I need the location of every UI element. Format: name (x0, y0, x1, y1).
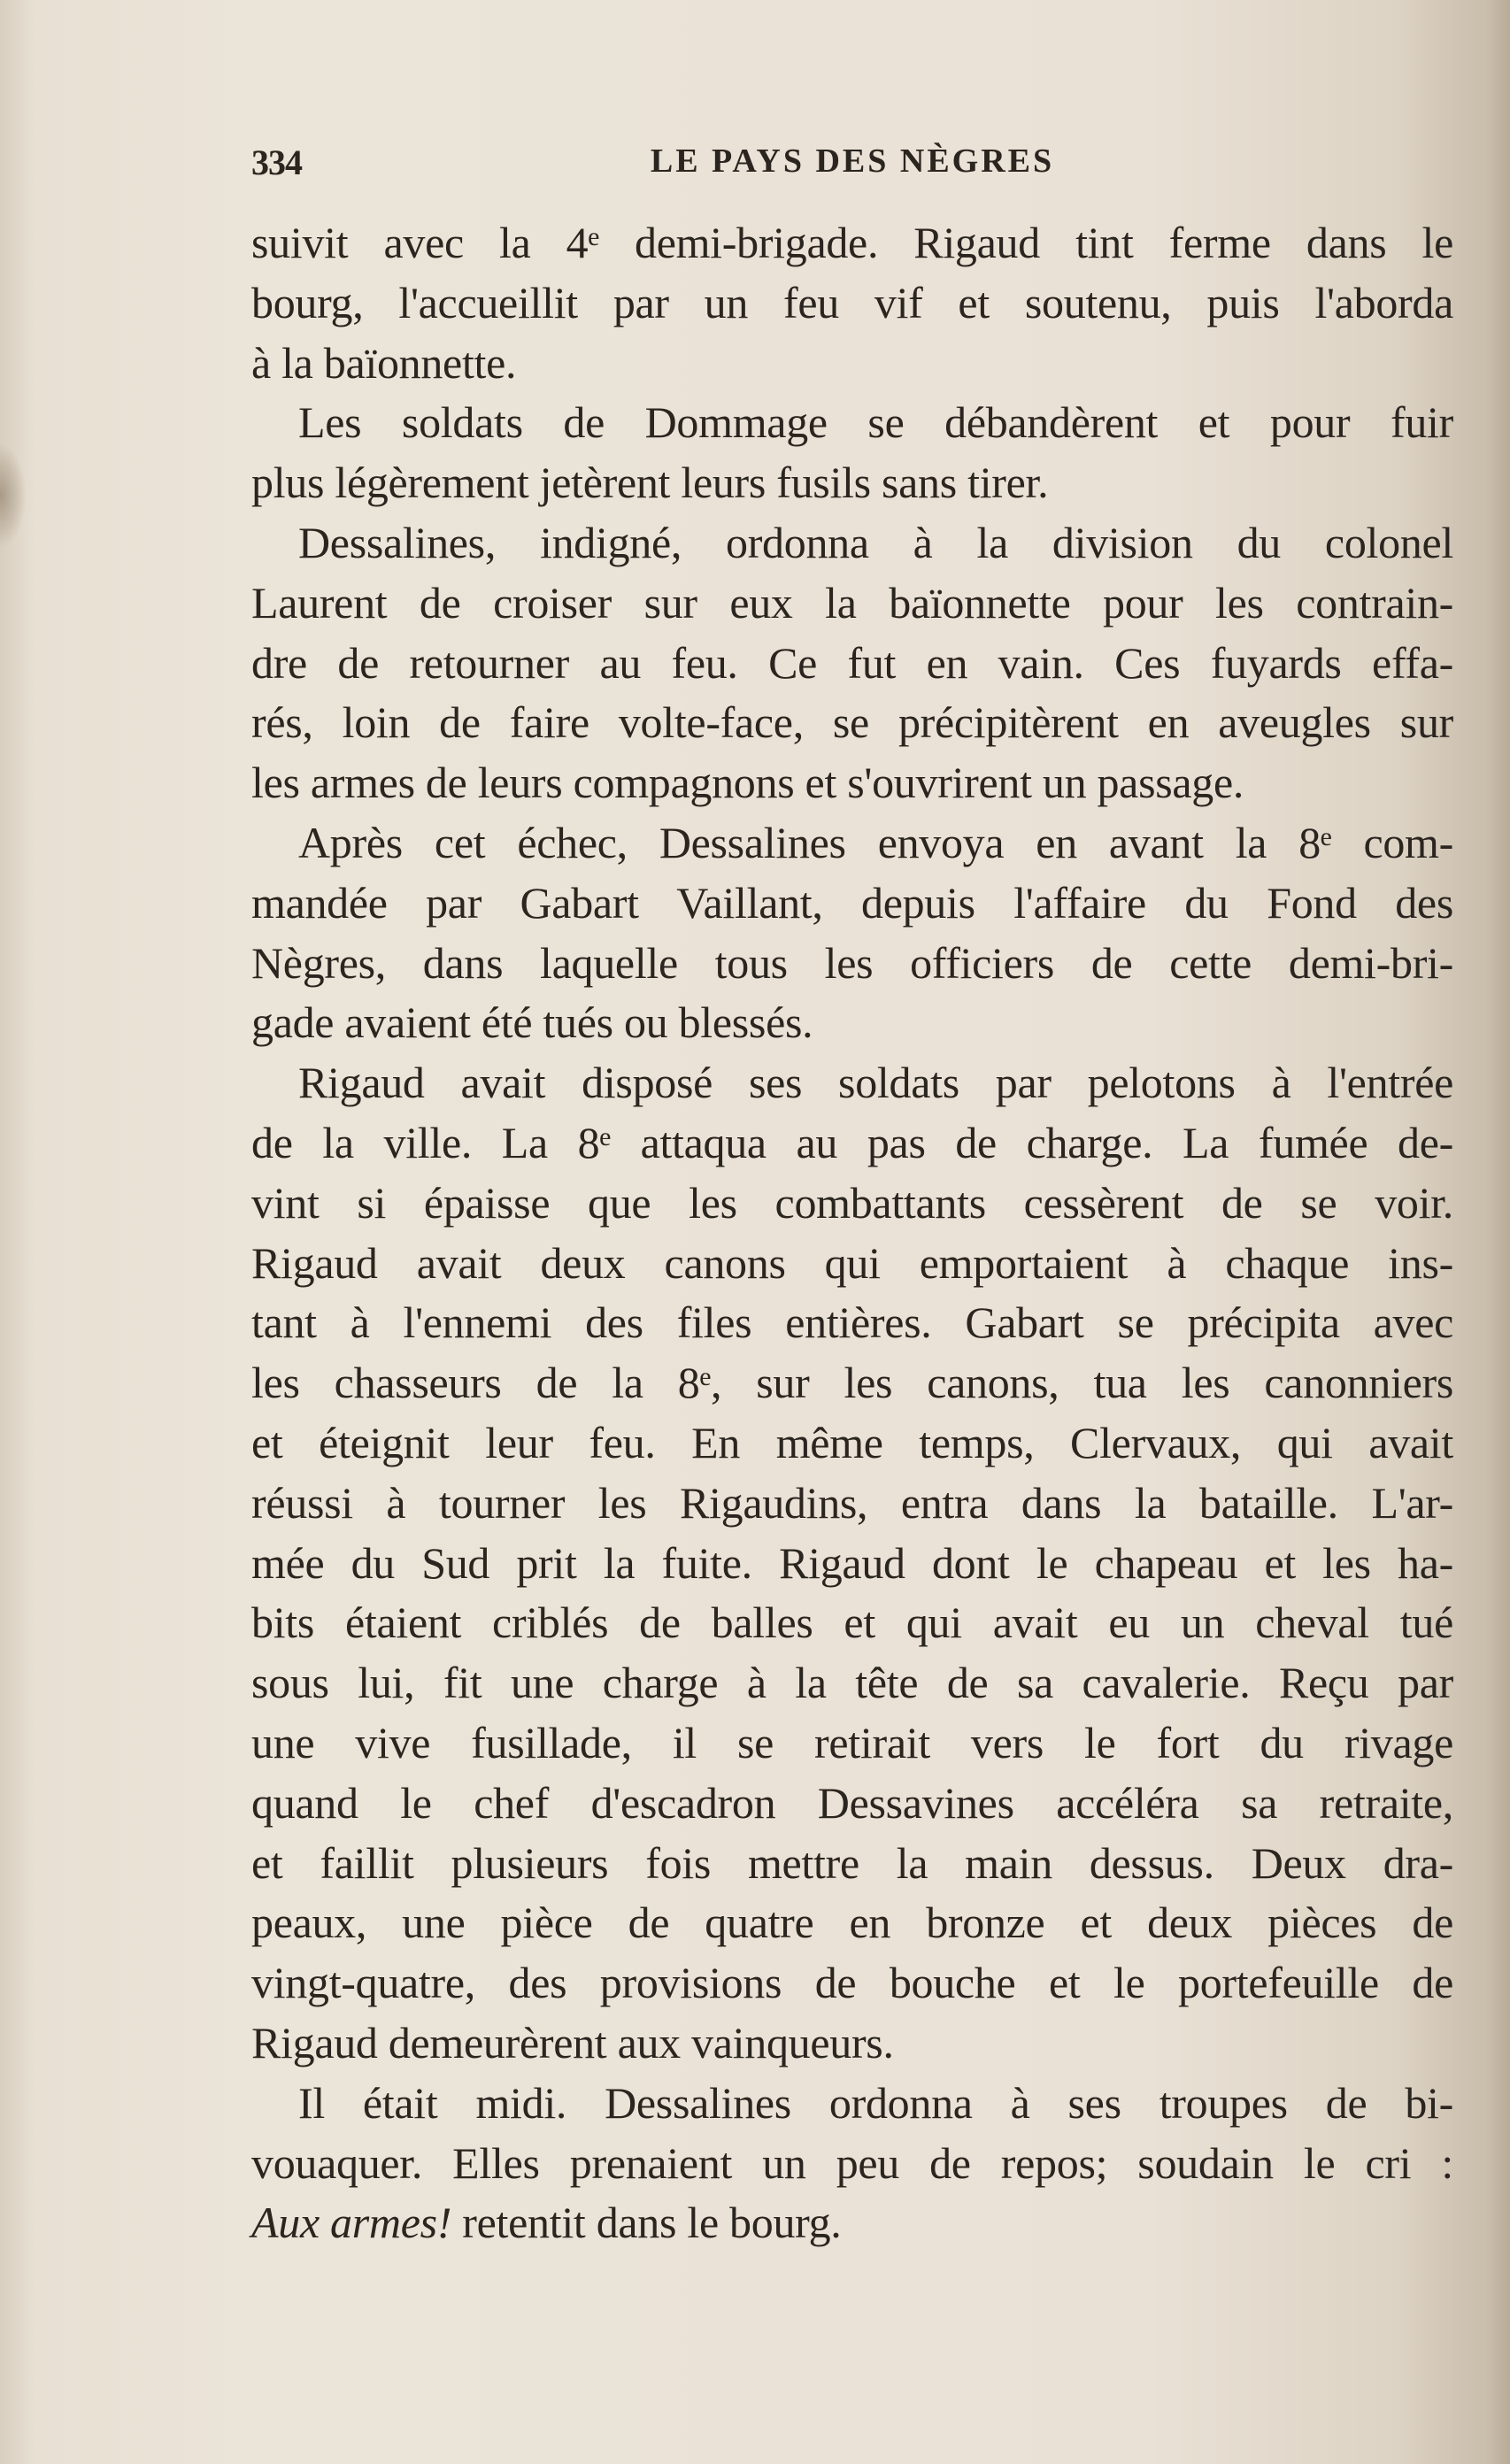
page-stain (0, 443, 27, 549)
text-line: mandée par Gabart Vaillant, depuis l'affaire du Fond des (251, 877, 1453, 928)
text-line: bourg, l'accueillit par un feu vif et soutenu, puis l'aborda (251, 277, 1453, 327)
page-header (251, 142, 1453, 195)
text-line: quand le chef d'escadron Dessavines accéléra sa retraite, (251, 1777, 1453, 1828)
paragraph (251, 2074, 1453, 2194)
text-line: plus légèrement jetèrent leurs fusils sans tirer. (251, 458, 1049, 508)
text-line: tant à l'ennemi des files entières. Gabart se précipita avec (251, 1297, 1453, 1348)
text-line: Dessalines, indigné, ordonna à la division du colonel (298, 517, 1453, 567)
text-line: dre de retourner au feu. Ce fut en vain. Ces fuyards effa- (251, 637, 1453, 688)
text-line: les chasseurs de la 8ᵉ, sur les canons, tua les canonniers (251, 1358, 1453, 1408)
text-line: vingt-quatre, des provisions de bouche et le portefeuille de (251, 1958, 1453, 2008)
paragraph (251, 1053, 1453, 2074)
text-line: peaux, une pièce de quatre en bronze et deux pièces de (251, 1898, 1453, 1948)
text-line: les armes de leurs compagnons et s'ouvrirent un passage. (251, 758, 1244, 808)
text-line: Rigaud avait deux canons qui emportaient à chaque ins- (251, 1237, 1453, 1288)
text-line: et faillit plusieurs fois mettre la main dessus. Deux dra- (251, 1837, 1453, 1888)
text-line-final (251, 2193, 1453, 2253)
text-line: vint si épaisse que les combattants cessèrent de se voir. (251, 1177, 1453, 1228)
paragraph (251, 813, 1453, 1053)
text-line: mée du Sud prit la fuite. Rigaud dont le chapeau et les ha- (251, 1537, 1453, 1588)
text-line: sous lui, fit une charge à la tête de sa cavalerie. Reçu par (251, 1658, 1453, 1708)
text-line: Rigaud demeurèrent aux vainqueurs. (251, 2017, 894, 2067)
text-line: bits étaient criblés de balles et qui avait eu un cheval tué (251, 1598, 1453, 1648)
italic-phrase: Aux armes! (251, 2198, 452, 2248)
paragraph (251, 213, 1453, 393)
text-line: gade avaient été tués ou blessés. (251, 997, 813, 1048)
text-line: Les soldats de Dommage se débandèrent et pour fuir (298, 397, 1453, 448)
text-line: une vive fusillade, il se retirait vers le fort du rivage (251, 1717, 1453, 1767)
text-line: Rigaud avait disposé ses soldats par pelotons à l'entrée (298, 1058, 1453, 1108)
text-line: à la baïonnette. (251, 337, 517, 388)
paragraph (251, 393, 1453, 513)
text-line: Il était midi. Dessalines ordonna à ses troupes de bi- (298, 2077, 1453, 2128)
text-line: et éteignit leur feu. En même temps, Clervaux, qui avait (251, 1417, 1453, 1467)
text-line: vouaquer. Elles prenaient un peu de repos; soudain le cri : (251, 2137, 1453, 2188)
text-line: de la ville. La 8ᵉ attaqua au pas de charge. La fumée de- (251, 1117, 1453, 1167)
page-body (251, 213, 1453, 2253)
paragraph (251, 513, 1453, 813)
text-line: Laurent de croiser sur eux la baïonnette pour les contrain- (251, 577, 1453, 628)
text-line: Après cet échec, Dessalines envoya en avant la 8ᵉ com- (298, 817, 1453, 867)
page-number: 334 (251, 142, 302, 182)
text-line: rés, loin de faire volte-face, se précipitèrent en aveugles sur (251, 697, 1453, 748)
text-line: Nègres, dans laquelle tous les officiers de cette demi-bri- (251, 937, 1453, 988)
running-title: LE PAYS DES NÈGRES (650, 142, 1055, 180)
text-line: réussi à tourner les Rigaudins, entra dans la bataille. L'ar- (251, 1477, 1453, 1528)
final-line-rest: retentit dans le bourg. (451, 2198, 842, 2248)
text-line: suivit avec la 4ᵉ demi-brigade. Rigaud tint ferme dans le (251, 218, 1453, 267)
